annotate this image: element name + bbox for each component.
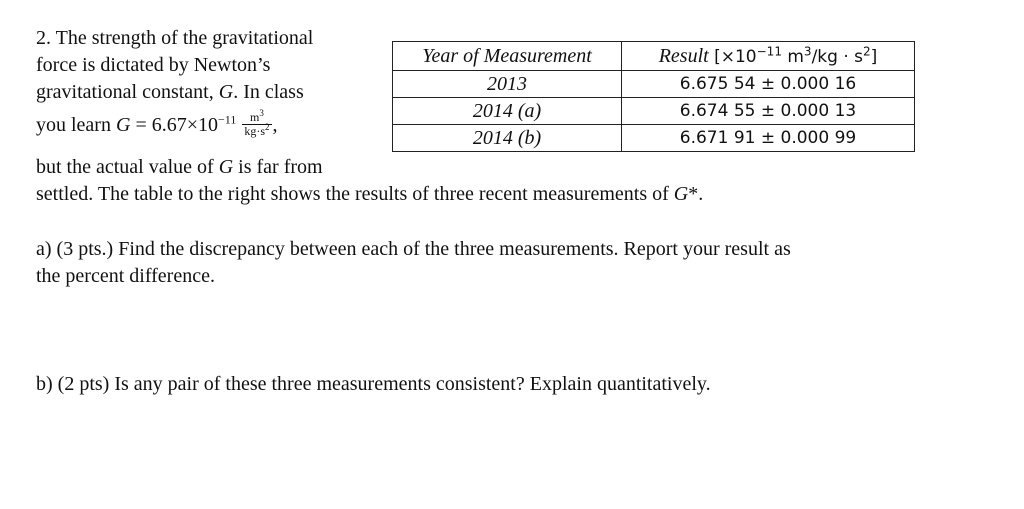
intro-line-3: gravitational constant, G. In class: [36, 81, 304, 103]
row-result: 6.671 91 ± 0.000 99: [622, 125, 915, 152]
table-row: [393, 98, 915, 125]
intro-line-1: 2. The strength of the gravitational: [36, 27, 314, 49]
row-year: 2013: [393, 71, 622, 98]
part-b-line-1: b) (2 pts) Is any pair of these three measurements consistent? Explain quantitatively.: [36, 373, 711, 395]
problem-number: 2.: [36, 27, 51, 49]
measurements-table: [392, 41, 915, 152]
intro-line-4: you learn $G = 6.67\times 10^{-11}$ $\frac{m^3}{kg\cdot s^2}$ ,: [36, 108, 278, 138]
table-row: [393, 71, 915, 98]
part-a-line-2: the percent difference.: [36, 265, 215, 287]
row-result: 6.674 55 ± 0.000 13: [622, 98, 915, 125]
intro-line-6: settled. The table to the right shows the results of three recent measurements of G*.: [36, 183, 704, 205]
row-result: 6.675 54 ± 0.000 16: [622, 71, 915, 98]
row-year: 2014 (a): [393, 98, 622, 125]
intro-line-2: force is dictated by Newton’s: [36, 54, 271, 76]
intro-line-5: but the actual value of G is far from: [36, 156, 323, 178]
header-year: Year of Measurement: [393, 42, 622, 71]
g-value: = 6.67×10: [130, 114, 218, 137]
table-row: [393, 125, 915, 152]
part-a-line-1: a) (3 pts.) Find the discrepancy between each of the three measurements. Report your result as: [36, 238, 791, 260]
g-unit-fraction: $\frac{m^3}{kg\cdot s^2}$: [244, 108, 270, 138]
row-year: 2014 (b): [393, 125, 622, 152]
table-header-row: [393, 42, 915, 71]
header-result: Result [$\times 10^{-11}$ $m^3/kg \cdot s^2$]: [622, 42, 915, 71]
g-symbol: G: [218, 81, 234, 103]
